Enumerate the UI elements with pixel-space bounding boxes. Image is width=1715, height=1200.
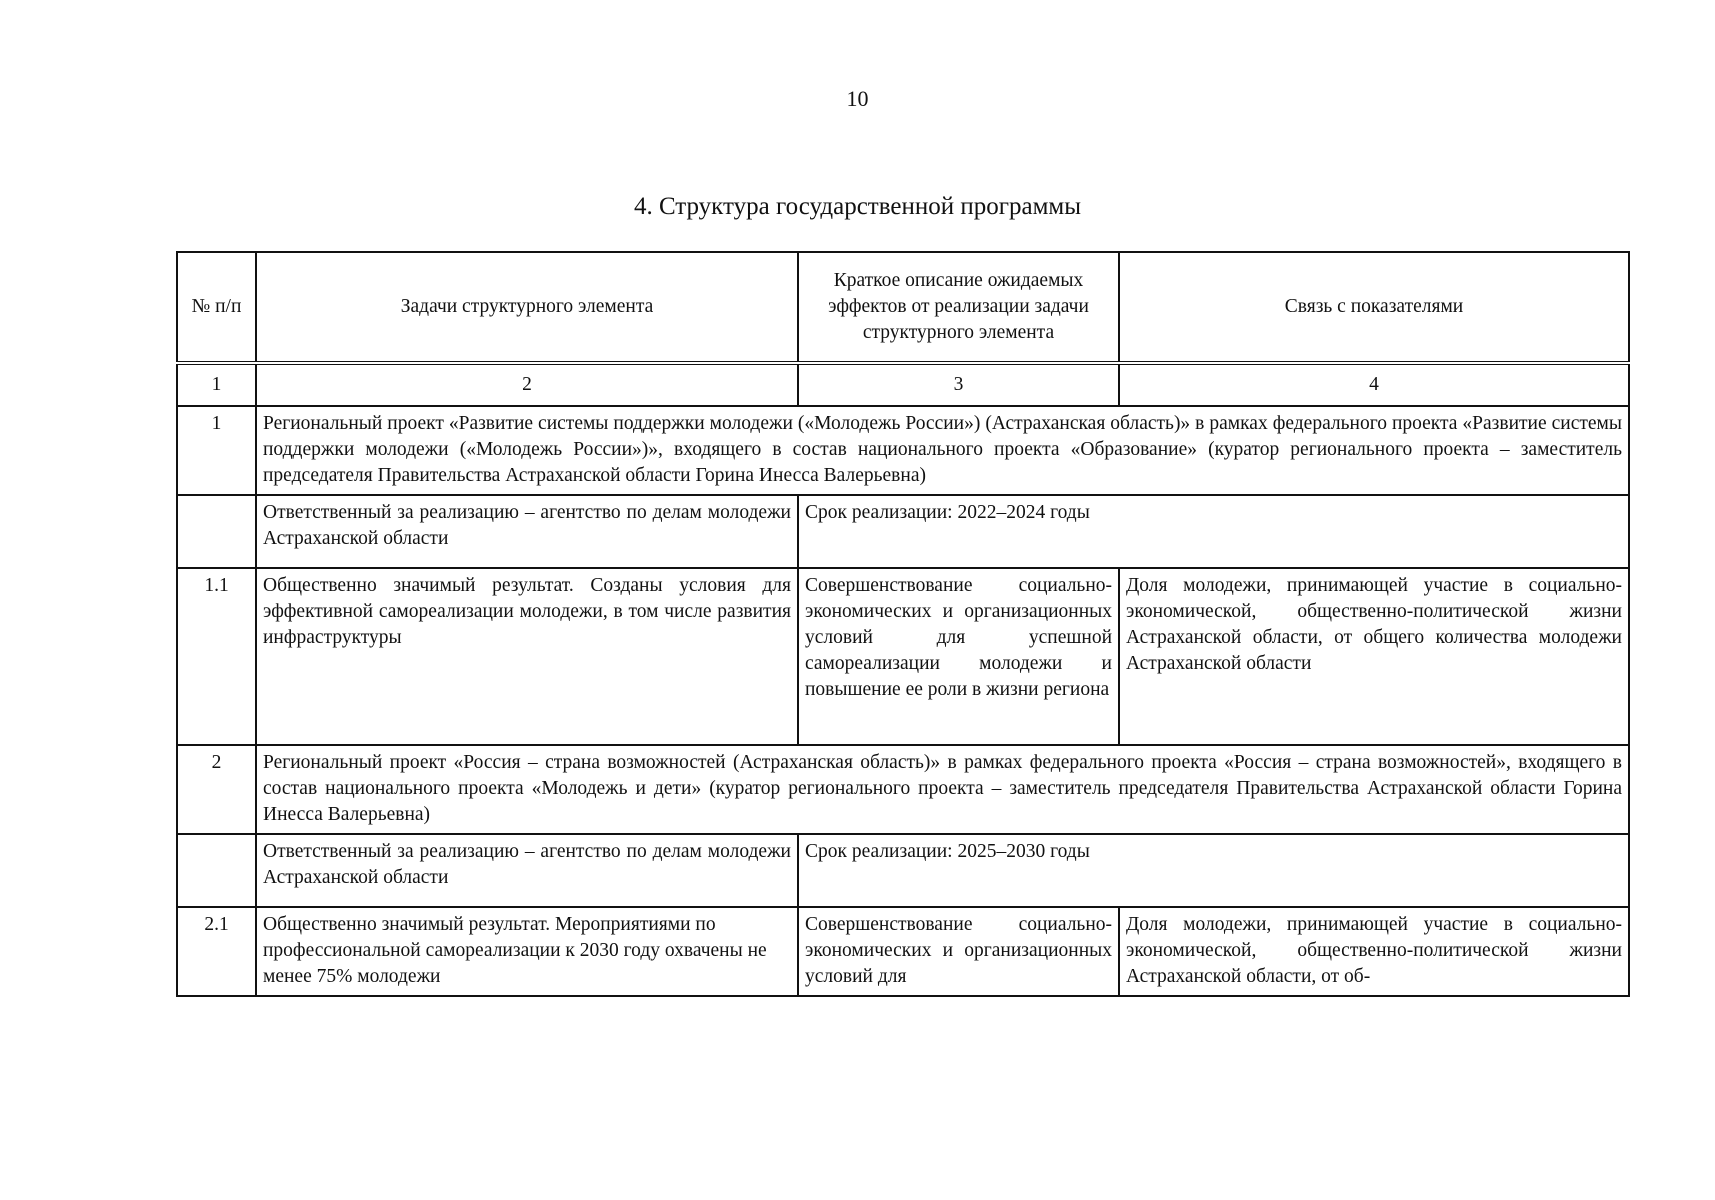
- responsible-cell: Ответственный за реализацию – агентство по делам молодежи Астраханской области: [256, 834, 798, 907]
- task-row: [177, 907, 1629, 996]
- task-row: [177, 568, 1629, 745]
- responsible-row: [177, 495, 1629, 568]
- header-num: № п/п: [177, 252, 256, 363]
- term-cell: Срок реализации: 2025–2030 годы: [798, 834, 1629, 907]
- row-number: 1.1: [177, 568, 256, 745]
- page-number: 10: [846, 86, 869, 111]
- effect-cell: Совершенствование социально-экономических и организационных условий для: [798, 907, 1119, 996]
- responsible-cell: Ответственный за реализацию – агентство по делам молодежи Астраханской области: [256, 495, 798, 568]
- structure-table: [176, 251, 1630, 997]
- project-description: Региональный проект «Развитие системы поддержки молодежи («Молодежь России») (Астраханская область)» в рамках федерального проекта «Развитие системы поддержки молодежи («Молодежь России»)», входящего в состав национального проекта «Образование» (куратор регионального проекта – заместитель председателя Правительства Астраханской области Горина Инесса Валерьевна): [256, 406, 1629, 495]
- term-cell: Срок реализации: 2022–2024 годы: [798, 495, 1629, 568]
- row-number: 1: [177, 406, 256, 495]
- project-description: Региональный проект «Россия – страна возможностей (Астраханская область)» в рамках федерального проекта «Россия – страна возможностей», входящего в состав национального проекта «Молодежь и дети» (куратор регионального проекта – заместитель председателя Правительства Астраханской области Горина Инесса Валерьевна): [256, 745, 1629, 834]
- empty-cell: [177, 834, 256, 907]
- column-number: 4: [1119, 363, 1629, 406]
- column-number-row: [177, 363, 1629, 406]
- task-cell: Общественно значимый результат. Созданы условия для эффективной самореализации молодежи, в том числе развития инфраструктуры: [256, 568, 798, 745]
- indicator-cell: Доля молодежи, принимающей участие в социально-экономической, общественно-политической жизни Астраханской области, от общего количества молодежи Астраханской области: [1119, 568, 1629, 745]
- column-number: 3: [798, 363, 1119, 406]
- empty-cell: [177, 495, 256, 568]
- task-cell: Общественно значимый результат. Мероприятиями по профессиональной самореализации к 2030 году охвачены не менее 75% молодежи: [256, 907, 798, 996]
- header-row: [177, 252, 1629, 363]
- header-indicator: Связь с показателями: [1119, 252, 1629, 363]
- header-effect: Краткое описание ожидаемых эффектов от реализации задачи структурного элемента: [798, 252, 1119, 363]
- indicator-cell: Доля молодежи, принимающей участие в социально-экономической, общественно-политической жизни Астраханской области, от об-: [1119, 907, 1629, 996]
- effect-cell: Совершенствование социально-экономических и организационных условий для успешной самореализации молодежи и повышение ее роли в жизни региона: [798, 568, 1119, 745]
- section-title: 4. Структура государственной программы: [633, 193, 1082, 220]
- column-number: 2: [256, 363, 798, 406]
- row-number: 2: [177, 745, 256, 834]
- row-number: 2.1: [177, 907, 256, 996]
- header-task: Задачи структурного элемента: [256, 252, 798, 363]
- project-row: [177, 745, 1629, 834]
- column-number: 1: [177, 363, 256, 406]
- responsible-row: [177, 834, 1629, 907]
- project-row: [177, 406, 1629, 495]
